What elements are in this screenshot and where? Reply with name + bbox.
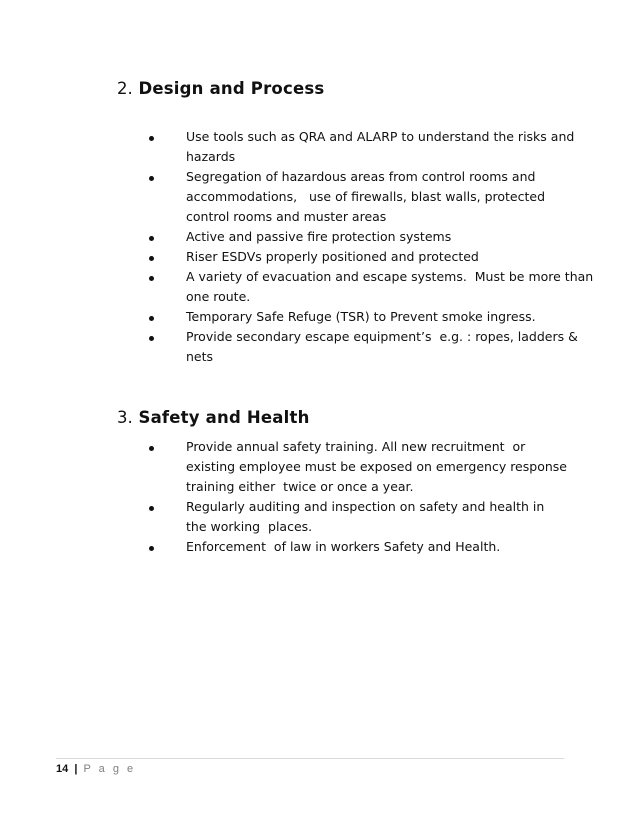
bullet-icon xyxy=(149,236,154,241)
list-item xyxy=(117,167,577,227)
bullet-icon xyxy=(149,546,154,551)
bullet-list xyxy=(117,127,594,367)
section-title: Safety and Health xyxy=(138,408,310,427)
page-label: P a g e xyxy=(83,763,136,775)
section-number: 3. xyxy=(117,408,133,427)
list-item-line: Use tools such as QRA and ALARP to understand the risks and xyxy=(186,129,575,144)
bullet-icon xyxy=(149,506,154,511)
bullet-icon xyxy=(149,316,154,321)
list-item-line: Temporary Safe Refuge (TSR) to Prevent smoke ingress. xyxy=(186,309,536,324)
list-item-line: control rooms and muster areas xyxy=(186,209,387,224)
list-item-line: existing employee must be exposed on emergency response xyxy=(186,459,567,474)
page-footer xyxy=(56,761,136,777)
footer-separator: | xyxy=(74,763,78,775)
list-item-line: Regularly auditing and inspection on safety and health in xyxy=(186,499,545,514)
list-item-line: Riser ESDVs properly positioned and protected xyxy=(186,249,479,264)
bullet-list xyxy=(117,437,577,557)
list-item-line: hazards xyxy=(186,149,236,164)
list-item-line: Provide annual safety training. All new recruitment or xyxy=(186,439,526,454)
list-item-line: A variety of evacuation and escape systems. Must be more than xyxy=(186,269,594,284)
list-item xyxy=(117,437,577,497)
bullet-icon xyxy=(149,276,154,281)
bullet-icon xyxy=(149,446,154,451)
list-item xyxy=(117,227,577,247)
page-number: 14 xyxy=(56,763,69,775)
list-item-line: Segregation of hazardous areas from control rooms and xyxy=(186,169,536,184)
section-safety-and-health xyxy=(117,408,577,557)
list-item xyxy=(117,127,577,167)
list-item-line: nets xyxy=(186,349,214,364)
list-item-line: one route. xyxy=(186,289,251,304)
footer-divider xyxy=(56,758,564,759)
list-item xyxy=(117,307,577,327)
list-item-line: Provide secondary escape equipment’s e.g. : ropes, ladders & xyxy=(186,329,578,344)
bullet-icon xyxy=(149,136,154,141)
list-item-line: the working places. xyxy=(186,519,313,534)
section-heading xyxy=(117,79,577,99)
section-number: 2. xyxy=(117,79,133,98)
list-item-line: accommodations, use of firewalls, blast walls, protected xyxy=(186,189,546,204)
list-item-line: training either twice or once a year. xyxy=(186,479,414,494)
section-title: Design and Process xyxy=(138,79,325,98)
list-item xyxy=(117,267,594,307)
list-item xyxy=(117,327,577,367)
list-item-line: Enforcement of law in workers Safety and Health. xyxy=(186,539,501,554)
bullet-icon xyxy=(149,256,154,261)
list-item xyxy=(117,537,577,557)
list-item-line: Active and passive fire protection systems xyxy=(186,229,452,244)
list-item xyxy=(117,497,577,537)
list-item xyxy=(117,247,577,267)
section-heading xyxy=(117,408,577,428)
bullet-icon xyxy=(149,176,154,181)
section-design-and-process xyxy=(117,79,594,367)
bullet-icon xyxy=(149,336,154,341)
